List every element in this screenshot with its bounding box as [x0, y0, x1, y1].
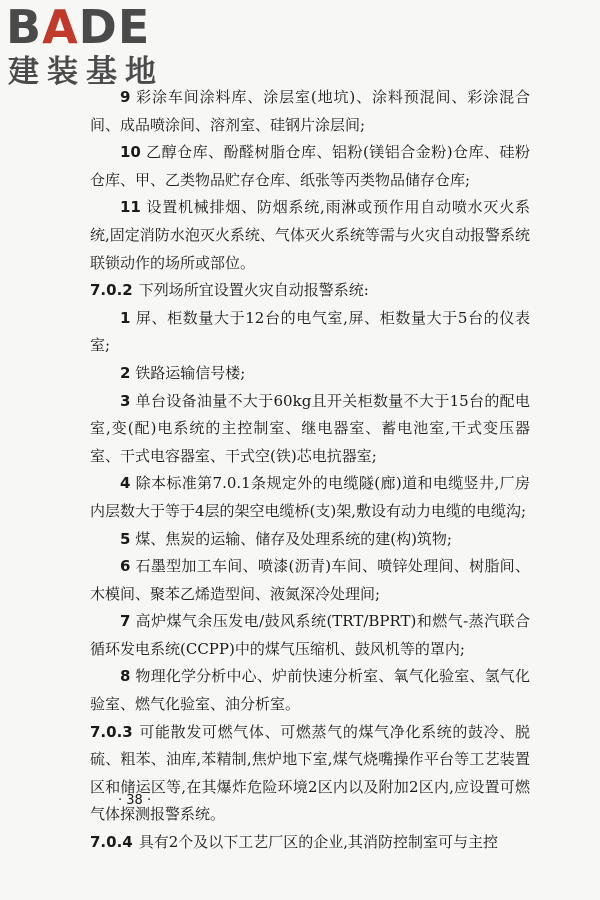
paragraph-text: 下列场所宜设置火灾自动报警系统:: [138, 281, 369, 300]
paragraph-text: 屏、柜数量大于12台的电气室,屏、柜数量大于5台的仪表室;: [90, 308, 530, 355]
list-item: [90, 388, 530, 471]
clause-paragraph: [90, 277, 530, 305]
list-item: [90, 663, 530, 718]
paragraph-text: 除本标准第7.0.1条规定外的电缆隧(廊)道和电缆竖井,厂房内层数大于等于4层的架空电缆桥(支)架,敷设有动力电缆的电缆沟;: [90, 474, 530, 520]
paragraph-text: 物理化学分析中心、炉前快速分析室、氧气化验室、氢气化验室、燃气化验室、油分析室。: [90, 667, 530, 714]
page-number: · 38 ·: [118, 793, 152, 808]
list-item: [90, 360, 530, 388]
item-number: 11: [120, 198, 141, 217]
list-item: [90, 526, 530, 554]
document-body: [90, 84, 530, 857]
list-item: [90, 194, 530, 277]
item-number: 1: [120, 308, 131, 327]
clause-paragraph: [90, 829, 530, 857]
item-number: 5: [120, 529, 131, 548]
list-item: [90, 305, 530, 360]
list-item: [90, 553, 530, 608]
item-number: 8: [120, 667, 131, 686]
paragraph-text: 具有2个及以下工艺厂区的企业,其消防控制室可与主控: [138, 833, 499, 852]
item-number: 7: [120, 612, 131, 631]
item-number: 2: [120, 363, 131, 382]
paragraph-text: 可能散发可燃气体、可燃蒸气的煤气净化系统的鼓冷、脱硫、粗苯、油库,苯精制,焦炉地下室,煤气烧嘴操作平台等工艺装置区和储运区等,在其爆炸危险环境2区内以及附加2区内,应设置可燃气体探测报警系统。: [90, 722, 530, 824]
paragraph-text: 高炉煤气余压发电/鼓风系统(TRT/BPRT)和燃气-蒸汽联合循环发电系统(CCPP)中的煤气压缩机、鼓风机等的罩内;: [90, 612, 530, 658]
logo-chinese-text: 建装基地: [8, 54, 164, 90]
paragraph-text: 单台设备油量不大于60kg且开关柜数量不大于15台的配电室,变(配)电系统的主控制室、继电器室、蓄电池室,干式变压器室、干式电容器室、干式空(铁)芯电抗器室;: [90, 391, 530, 465]
paragraph-text: 乙醇仓库、酚醛树脂仓库、铝粉(镁铝合金粉)仓库、硅粉仓库、甲、乙类物品贮存仓库、纸张等丙类物品储存仓库;: [90, 143, 530, 189]
item-number: 9: [120, 88, 131, 106]
list-item: [90, 608, 530, 663]
clause-number: 7.0.4: [90, 833, 133, 852]
item-number: 6: [120, 557, 131, 576]
item-number: 3: [120, 391, 131, 410]
paragraph-text: 设置机械排烟、防烟系统,雨淋或预作用自动喷水灭火系统,固定消防水泡灭火系统、气体灭火系统等需与火灾自动报警系统联锁动作的场所或部位。: [90, 198, 530, 272]
list-item: [90, 470, 530, 525]
logo-wordmark: BADE: [6, 0, 151, 54]
item-number: 4: [120, 474, 131, 493]
list-item: [90, 84, 530, 139]
item-number: 10: [120, 143, 141, 162]
bade-logo: [6, 2, 176, 92]
paragraph-text: 石墨型加工车间、喷漆(沥青)车间、喷锌处理间、树脂间、木模间、聚苯乙烯造型间、液氮深冷处理间;: [90, 557, 530, 603]
paragraph-text: 煤、焦炭的运输、储存及处理系统的建(构)筑物;: [135, 529, 452, 548]
paragraph-text: 彩涂车间涂料库、涂层室(地坑)、涂料预混间、彩涂混合间、成品喷涂间、溶剂室、硅钢片涂层间;: [90, 88, 530, 134]
list-item: [90, 139, 530, 194]
paragraph-text: 铁路运输信号楼;: [135, 363, 246, 382]
clause-paragraph: [90, 719, 530, 829]
clause-number: 7.0.2: [90, 281, 133, 300]
clause-number: 7.0.3: [90, 722, 133, 741]
